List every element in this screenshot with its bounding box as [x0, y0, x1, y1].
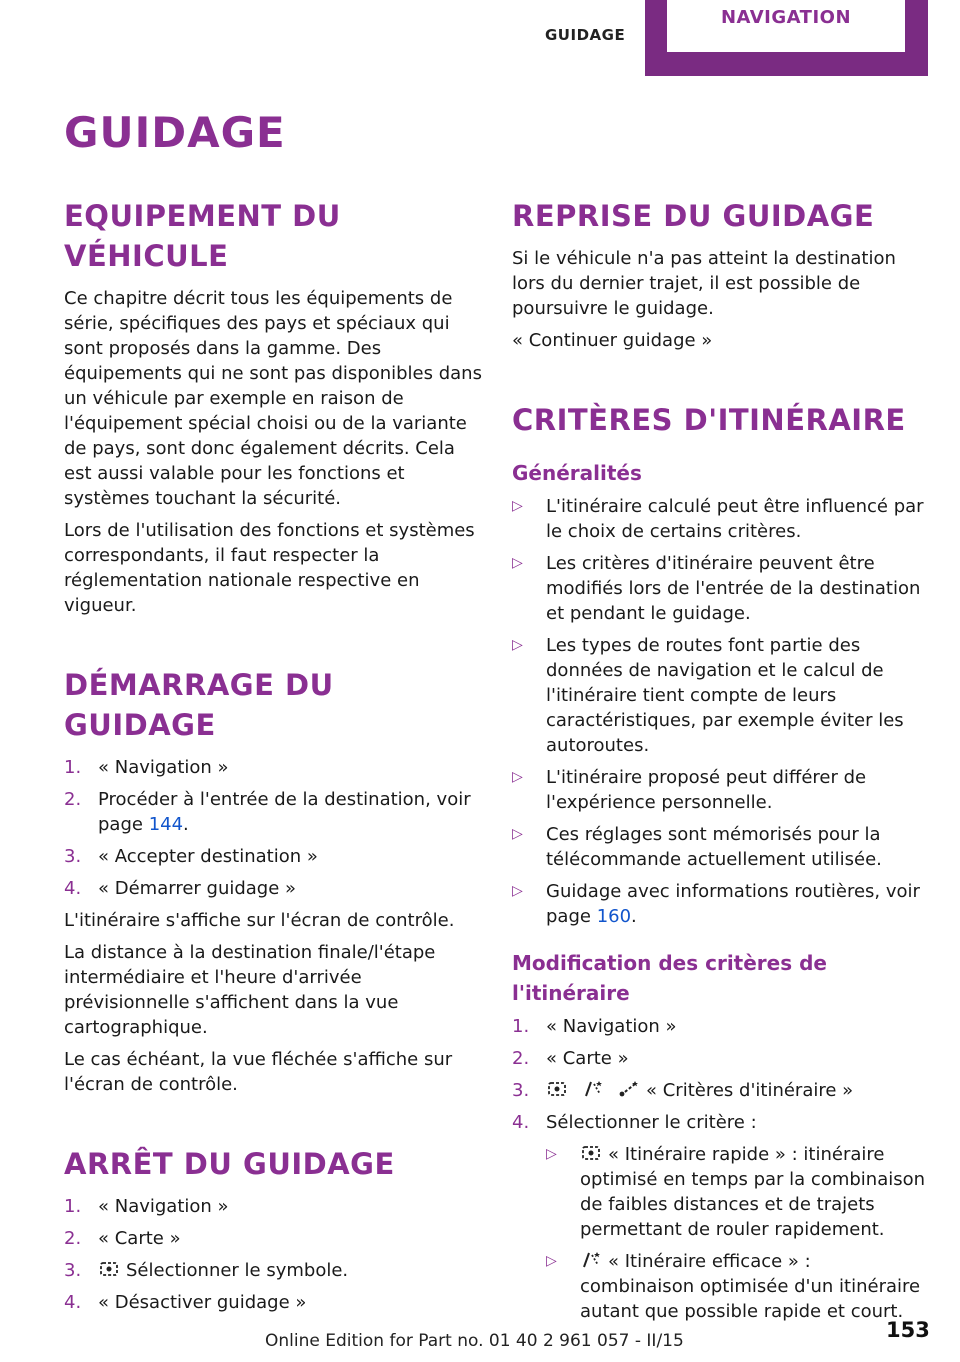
item-text: Les critères d'itinéraire peuvent être modifiés lors de l'entrée de la destination et pendant le guidage.	[546, 553, 921, 624]
page-reference-link[interactable]: 160	[596, 906, 632, 927]
list-item	[64, 1290, 482, 1315]
list-item	[64, 787, 482, 837]
paragraph: La distance à la destination finale/l'étape intermédiaire et l'heure d'arrivée prévisionnelle s'affichent dans la vue cartographique.	[64, 942, 436, 1038]
footer-edition: Online Edition for Part no. 01 40 2 961 057 - II/15	[265, 1331, 684, 1351]
triangle-bullet-icon: ▷	[512, 498, 523, 514]
list-item	[64, 844, 482, 869]
fast-route-icon	[580, 1144, 602, 1162]
paragraph: L'itinéraire s'affiche sur l'écran de contrôle.	[64, 910, 455, 931]
paragraph: Ce chapitre décrit tous les équipements de série, spécifiques des pays et spéciaux qui sont proposés dans la gamme. Des équipements qui ne sont pas disponibles dans un véhicule par exemple en raison de l'équipement spécial choisi ou de la variante de pays, sont donc également décrits. Cela est aussi valable pour les fonctions et systèmes touchant la sécurité.	[64, 288, 482, 509]
subheading-modification: Modification des critères de l'itinéraire	[512, 951, 827, 1005]
route-criteria-road-icon	[582, 1080, 604, 1098]
step-number: 3.	[64, 1260, 82, 1281]
list-item	[512, 1014, 930, 1039]
page-reference-link[interactable]: 144	[148, 814, 184, 835]
list-item	[64, 1194, 482, 1219]
triangle-bullet-icon: ▷	[546, 1253, 557, 1269]
step-text: « Critères d'itinéraire »	[646, 1080, 854, 1101]
list-item	[64, 1226, 482, 1251]
item-text: L'itinéraire calculé peut être influencé par le choix de certains critères.	[546, 496, 924, 542]
item-text: Les types de routes font partie des données de navigation et le calcul de l'itinéraire tient compte de leurs caractéristiques, par exemple éviter les autoroutes.	[546, 635, 904, 756]
step-text: Procéder à l'entrée de la destination, voir page	[98, 789, 471, 835]
step-text: « Navigation »	[546, 1016, 677, 1037]
list-item	[512, 1046, 930, 1071]
triangle-bullet-icon: ▷	[546, 1146, 557, 1162]
step-text: Sélectionner le symbole.	[126, 1260, 349, 1281]
list-item	[512, 765, 930, 815]
triangle-bullet-icon: ▷	[512, 883, 523, 899]
triangle-bullet-icon: ▷	[512, 555, 523, 571]
page-number: 153	[886, 1318, 930, 1342]
heading-equipement: EQUIPEMENT DU VÉHICULE	[64, 199, 341, 273]
step-number: 4.	[512, 1112, 530, 1133]
chapter-tab	[645, 0, 928, 76]
step-number: 3.	[64, 846, 82, 867]
triangle-bullet-icon: ▷	[512, 769, 523, 785]
heading-demarrage: DÉMARRAGE DU GUIDAGE	[64, 668, 334, 742]
triangle-bullet-icon: ▷	[512, 637, 523, 653]
step-text: « Démarrer guidage »	[98, 878, 297, 899]
subheading-generalites: Généralités	[512, 461, 642, 485]
criteria-sub-list	[546, 1142, 930, 1324]
list-item	[512, 822, 930, 872]
list-item	[64, 1258, 482, 1283]
start-steps-list	[64, 755, 482, 901]
stop-steps-list	[64, 1194, 482, 1315]
generalites-list	[512, 494, 930, 929]
step-text: « Navigation »	[98, 757, 229, 778]
heading-arret: ARRÊT DU GUIDAGE	[64, 1147, 395, 1181]
step-number: 1.	[512, 1016, 530, 1037]
list-item	[512, 1110, 930, 1324]
right-column	[512, 196, 930, 1331]
paragraph: « Continuer guidage »	[512, 330, 713, 351]
step-text: « Carte »	[546, 1048, 629, 1069]
list-item	[546, 1142, 930, 1242]
step-number: 1.	[64, 757, 82, 778]
modification-steps-list	[512, 1014, 930, 1324]
efficient-route-icon	[580, 1251, 602, 1269]
list-item	[512, 494, 930, 544]
page-title: GUIDAGE	[64, 108, 286, 157]
step-number: 2.	[64, 789, 82, 810]
item-text: « Itinéraire rapide » : itinéraire optimisé en temps par la combinaison de faibles distances et de trajets permettant de rouler rapidement.	[580, 1144, 926, 1240]
list-item	[64, 876, 482, 901]
step-text: « Navigation »	[98, 1196, 229, 1217]
list-item	[512, 1078, 930, 1103]
paragraph: Lors de l'utilisation des fonctions et systèmes correspondants, il faut respecter la réglementation nationale respective en vigueur.	[64, 520, 475, 616]
item-text-after: .	[631, 906, 637, 927]
chapter-tab-label: NAVIGATION	[720, 7, 852, 28]
step-number: 2.	[512, 1048, 530, 1069]
paragraph: Si le véhicule n'a pas atteint la destination lors du dernier trajet, il est possible de poursuivre le guidage.	[512, 248, 896, 319]
list-item	[512, 633, 930, 758]
heading-criteres: CRITÈRES D'ITINÉRAIRE	[512, 403, 906, 437]
step-number: 4.	[64, 1292, 82, 1313]
step-text: « Carte »	[98, 1228, 181, 1249]
heading-reprise: REPRISE DU GUIDAGE	[512, 199, 875, 233]
left-column	[64, 196, 482, 1322]
step-text: « Désactiver guidage »	[98, 1292, 307, 1313]
route-settings-icon	[546, 1080, 568, 1098]
paragraph: Le cas échéant, la vue fléchée s'affiche sur l'écran de contrôle.	[64, 1049, 453, 1095]
running-header-section: GUIDAGE	[545, 26, 626, 44]
item-text: Ces réglages sont mémorisés pour la télécommande actuellement utilisée.	[546, 824, 882, 870]
list-item	[546, 1249, 930, 1324]
list-item	[64, 755, 482, 780]
step-text: Sélectionner le critère :	[546, 1112, 757, 1133]
chapter-tab-label-box	[667, 0, 905, 52]
route-line-icon	[618, 1080, 640, 1098]
item-text: « Itinéraire efficace » : combinaison optimisée d'un itinéraire autant que possible rapide et court.	[580, 1251, 921, 1322]
item-text: L'itinéraire proposé peut différer de l'expérience personnelle.	[546, 767, 867, 813]
step-text: « Accepter destination »	[98, 846, 318, 867]
list-item	[512, 879, 930, 929]
step-number: 4.	[64, 878, 82, 899]
step-number: 1.	[64, 1196, 82, 1217]
item-text: Guidage avec informations routières, voir page	[546, 881, 920, 927]
step-text-after: .	[183, 814, 189, 835]
triangle-bullet-icon: ▷	[512, 826, 523, 842]
route-settings-icon	[98, 1260, 120, 1278]
step-number: 3.	[512, 1080, 530, 1101]
step-number: 2.	[64, 1228, 82, 1249]
list-item	[512, 551, 930, 626]
